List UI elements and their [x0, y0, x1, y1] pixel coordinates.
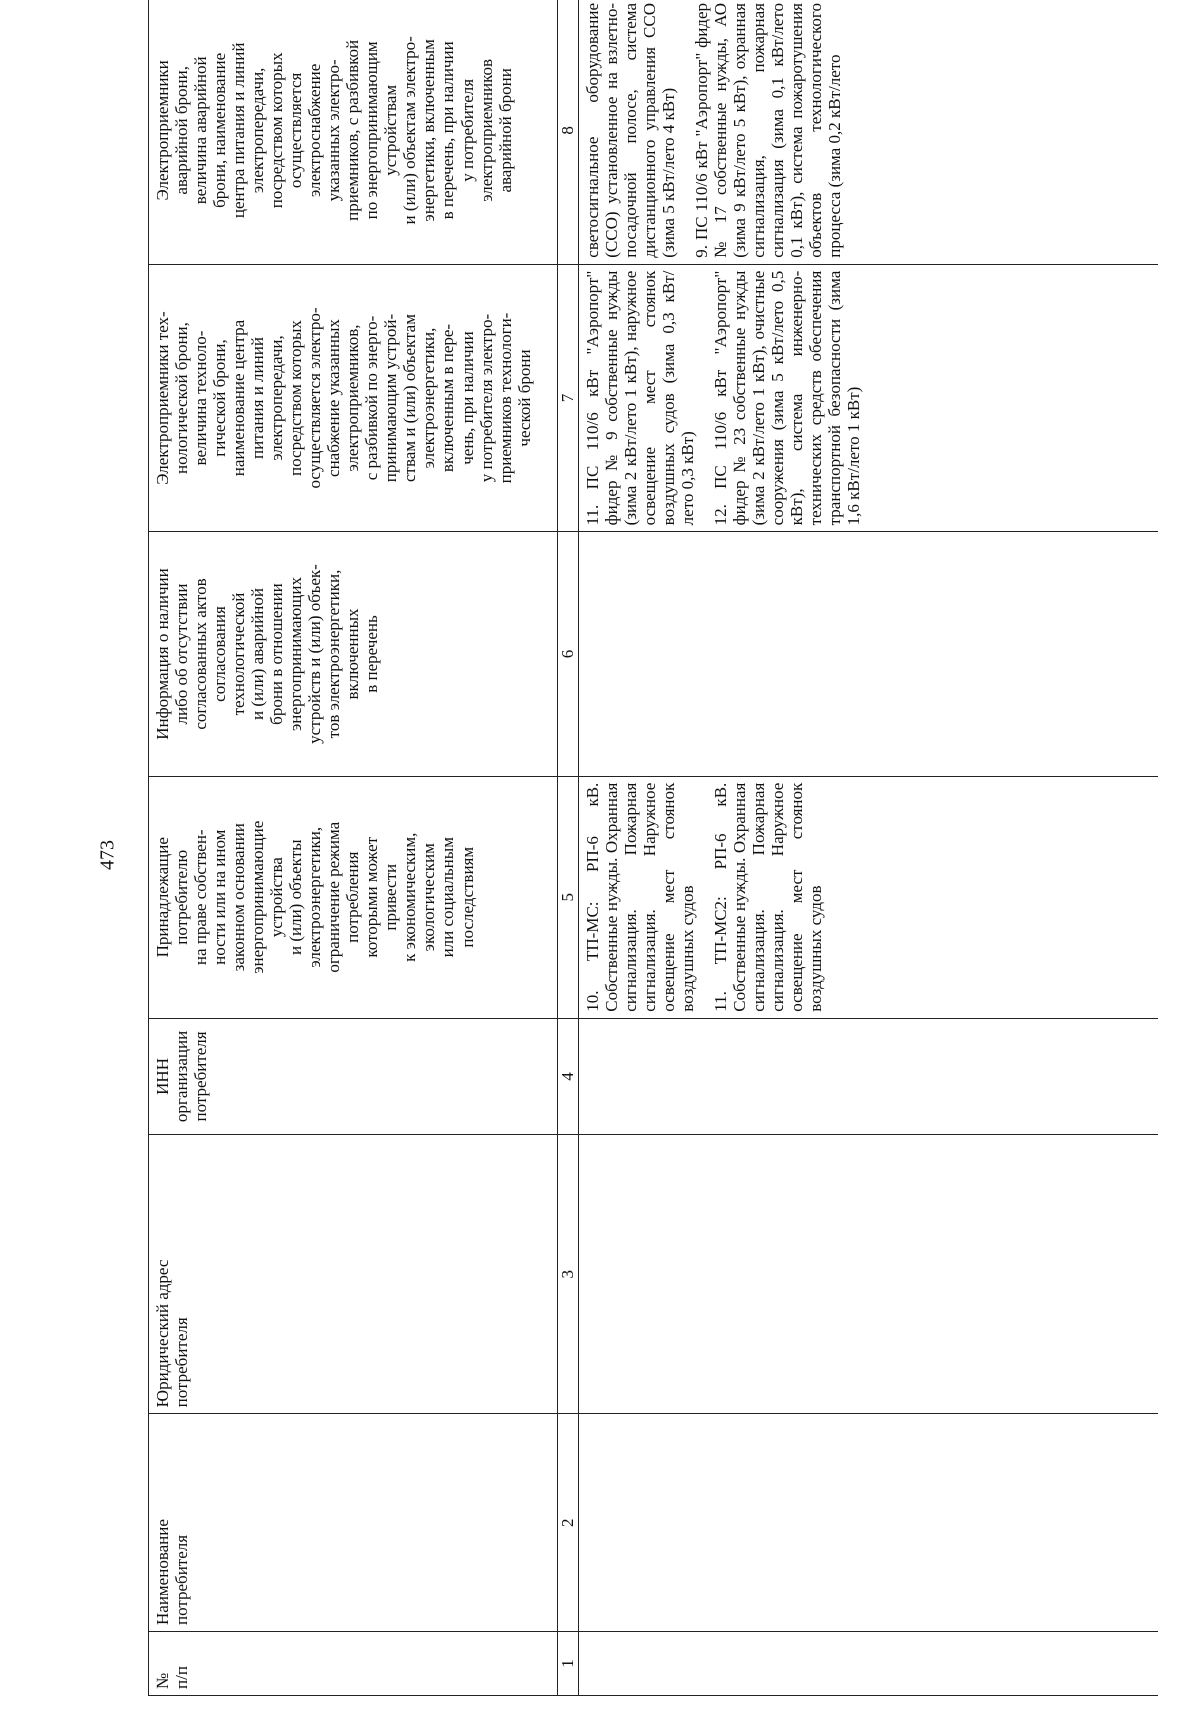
- data-cell-2: [579, 1414, 1159, 1632]
- column-number: 7: [558, 264, 579, 532]
- data-cell-7: [579, 264, 1159, 532]
- header-cell-7: Электроприемники тех- нологической брони, величина техноло- гической брони, наименование центра питания и линий электропередачи, посредством которых осуществляется электро- снабжение указанных электроприемников, с разбивкой по энерго- принимающим устрой- ствам и (или) объектам электроэнергетики, включенным в пере- чень, при наличии у потребителя электро- приемников технологи- ческой брони: [149, 264, 558, 532]
- data-cell-5: [579, 776, 1159, 1018]
- header-cell-5: Принадлежащие потребителю на праве собствен- ности или на ином законном основании энергопринимающие устройства и (или) объекты электроэнергетики, ограничение режима потребления которыми может привести к экономическим, экологическим или социальным последствиям: [149, 776, 558, 1018]
- column-number: 5: [558, 776, 579, 1018]
- column-number: 6: [558, 532, 579, 776]
- column-number: 1: [558, 1632, 579, 1696]
- list-item: 11. ТП-МС2: РП-6 кВ. Собственные нужды. Охранная сигнализация. Пожарная сигнализация. Наружное освещение мест стоянок воздушных судов: [711, 782, 826, 1012]
- list-item: 10. ТП-МС: РП-6 кВ. Собственные нужды. Охранная сигнализация. Пожарная сигнализация. Наружное освещение мест стоянок воздушных судов: [583, 782, 698, 1012]
- header-row: [149, 0, 558, 1696]
- column-number: 3: [558, 1135, 579, 1414]
- data-cell-1: [579, 1632, 1159, 1696]
- header-cell-3: Юридический адрес потребителя: [149, 1135, 558, 1414]
- header-cell-6: Информация о наличии либо об отсутствии согласованных актов согласования технологической и (или) аварийной брони в отношении энергопринимающих устройств и (или) объек- тов электроэнергетики, включенных в перечень: [149, 532, 558, 776]
- column-number-row: [558, 0, 579, 1696]
- header-cell-2: Наименование потребителя: [149, 1414, 558, 1632]
- list-item: светосигнальное оборудование (ССО) установленное на взлетно-посадочной полосе, система дистанционного управления ССО (зима 5 кВт/лето 4 кВт): [583, 3, 679, 258]
- list-item: 11. ПС 110/6 кВт "Аэропорт" фидер № 9 собственные нужды (зима 2 кВт/лето 1 кВт), наружное освещение мест стоянок воздушных судов (зима 0,3 кВт/лето 0,3 кВт): [583, 270, 698, 526]
- header-cell-8: Электроприемники аварийной брони, величина аварийной брони, наименование центра питания и линий электропередачи, посредством которых осуществляется электроснабжение указанных электро- приемников, с разбивкой по энергопринимающим устройствам и (или) объектам электро- энергетики, включенным в перечень, при наличии у потребителя электроприемников аварийной брони: [149, 0, 558, 264]
- data-cell-6: [579, 532, 1159, 776]
- data-cell-4: [579, 1018, 1159, 1134]
- column-number: 8: [558, 0, 579, 264]
- table-row: [579, 0, 1159, 1696]
- column-number: 2: [558, 1414, 579, 1632]
- data-cell-8: [579, 0, 1159, 264]
- consumer-table: [148, 0, 1158, 1696]
- list-item: 9. ПС 110/6 кВт "Аэропорт" фидер № 17 собственные нужды, АО (зима 9 кВт/лето 5 кВт), охранная сигнализация, пожарная сигнализация (зима 0,1 кВт/лето 0,1 кВт), система пожаротушения объектов технологического процесса (зима 0,2 кВт/лето: [692, 3, 845, 258]
- list-item: 12. ПС 110/6 кВт "Аэропорт" фидер № 23 собственные нужды (зима 2 кВт/лето 1 кВт), очистные сооружения (зима 5 кВт/лето 0,5 кВт), система инженерно-технических средств обеспечения транспортной безопасности (зима 1,6 кВт/лето 1 кВт): [711, 270, 864, 526]
- data-cell-3: [579, 1135, 1159, 1414]
- header-cell-1: № п/п: [149, 1632, 558, 1696]
- column-number: 4: [558, 1018, 579, 1134]
- header-cell-4: ИНН организации потребителя: [149, 1018, 558, 1134]
- page-number: 473: [96, 840, 119, 870]
